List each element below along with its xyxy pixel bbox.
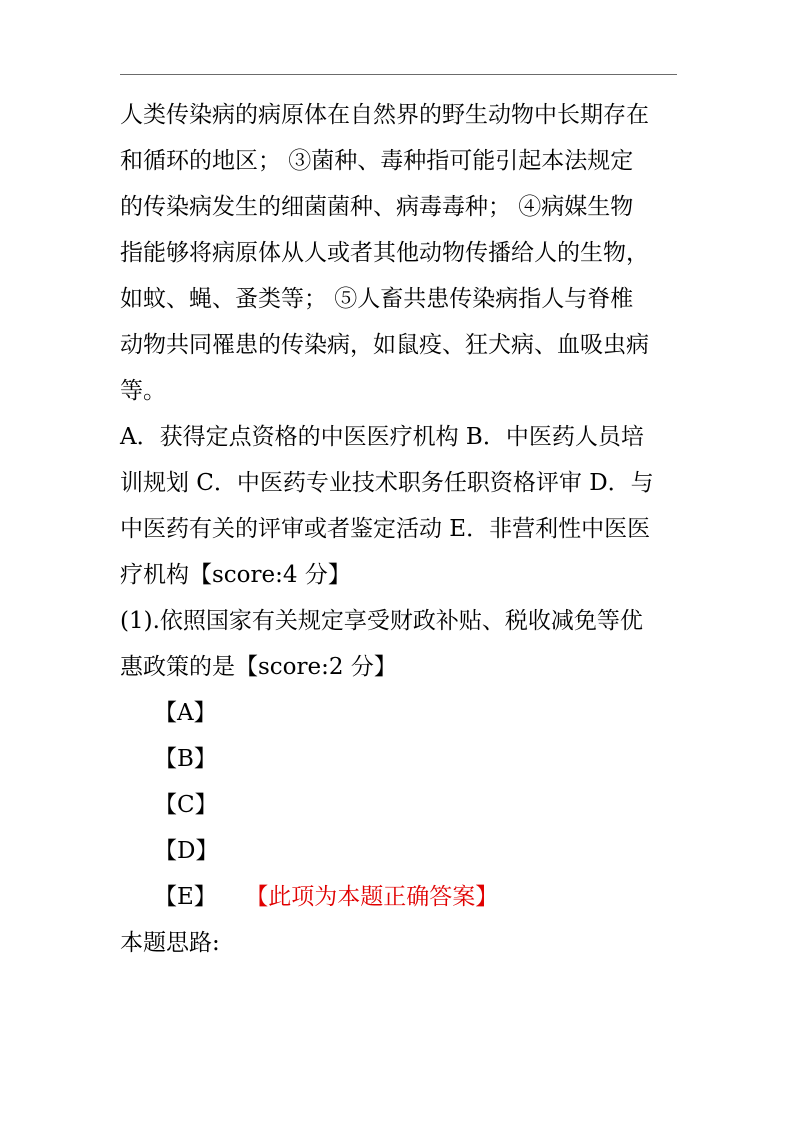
paragraph-line: 动物共同罹患的传染病，如鼠疫、狂犬病、血吸虫病 [120,332,649,358]
choices-line: A．获得定点资格的中医医疗机构 B．中医药人员培 [120,424,644,450]
option-c: 【C】 [154,792,218,818]
question-line: 惠政策的是【score:2 分】 [120,654,397,680]
choices-line: 疗机构【score:4 分】 [120,562,351,588]
option-d: 【D】 [154,838,219,864]
paragraph-line: 指能够将病原体从人或者其他动物传播给人的生物， [120,240,649,266]
header-rule [120,74,677,75]
choices-line: 中医药有关的评审或者鉴定活动 E．非营利性中医医 [120,516,651,542]
document-body [120,92,680,966]
question-line: (1).依照国家有关规定享受财政补贴、税收减免等优 [120,608,643,634]
option-a: 【A】 [154,700,217,726]
paragraph-line: 的传染病发生的细菌菌种、病毒毒种； ④病媒生物 [120,194,634,220]
option-e: 【E】 [154,884,217,910]
paragraph-line: 和循环的地区； ③菌种、毒种指可能引起本法规定 [120,148,634,174]
correct-answer-note: 【此项为本题正确答案】 [256,884,499,910]
paragraph-line: 人类传染病的病原体在自然界的野生动物中长期存在 [120,102,649,128]
choices-line: 训规划 C．中医药专业技术职务任职资格评审 D．与 [120,470,654,496]
option-b: 【B】 [154,746,217,772]
footer-label: 本题思路: [120,930,220,956]
option-e-row [120,874,680,920]
paragraph-line: 等。 [120,378,166,404]
paragraph-line: 如蚊、蝇、蚤类等； ⑤人畜共患传染病指人与脊椎 [120,286,634,312]
